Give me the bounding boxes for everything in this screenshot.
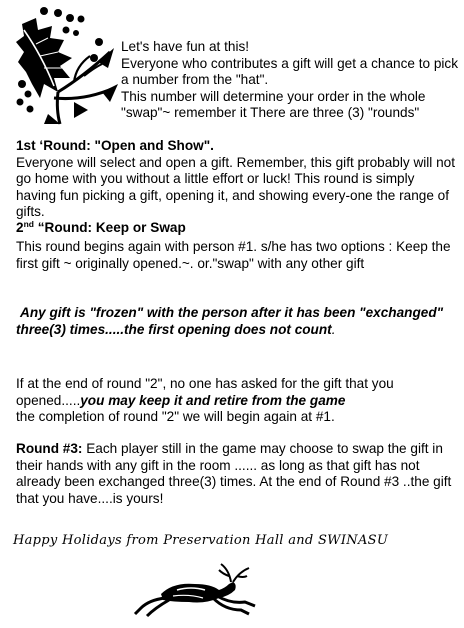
- round-2-body: [16, 239, 456, 272]
- holiday-greeting: Happy Holidays from Preservation Hall and SWINASU: [13, 533, 389, 548]
- round-2-title: [16, 220, 456, 237]
- round-1-title: 1st ‘Round: "Open and Show".: [16, 138, 214, 153]
- keep-rule-emphasis: you may keep it and retire from the game: [80, 392, 346, 408]
- round-3-label: Round #3:: [16, 441, 83, 456]
- round-1-body: Everyone will select and open a gift. Remember, this gift probably will not go home with you without a little effort or luck! This round is simply having fun picking a gift, opening it, and showing every-one the range of gifts.: [16, 154, 455, 220]
- intro-line-3: This number will determine your order in the whole "swap"~ remember it There are three (3) "rounds": [121, 88, 426, 121]
- intro-line-1: Let's have fun at this!: [121, 39, 250, 54]
- round-3-section: [16, 441, 456, 507]
- intro-line-2: Everyone who contributes a gift will get a chance to pick a number from the "hat".: [121, 55, 459, 88]
- round-2-title-text: “Round: Keep or Swap: [33, 220, 186, 235]
- round-2-number: 2: [16, 220, 24, 235]
- keep-rule: [16, 376, 456, 426]
- round-2-ordinal: nd: [23, 219, 34, 229]
- keep-rule-text: If at the end of round "2", no one has asked for the gift that you opened.....: [16, 376, 394, 408]
- round-1-section: [16, 138, 456, 221]
- holly-icon: [14, 6, 118, 126]
- intro-text: [121, 39, 461, 122]
- frozen-rule-text: Any gift is "frozen" with the person after it has been "exchanged" three(3) times.....the first opening does not count: [16, 305, 444, 337]
- leaping-deer-icon: [133, 560, 257, 618]
- frozen-rule: [16, 305, 456, 338]
- round-2-body-text: This round begins again with person #1. s/he has two options : Keep the first gift ~ originally opened.~. or."swap" with any other gift: [16, 239, 451, 271]
- keep-rule-continuation: the completion of round "2" we will begin again at #1.: [16, 409, 335, 425]
- round-3-body: Each player still in the game may choose to swap the gift in their hands with any gift in the room ...... as long as that gift has not already been exchanged three(3) times. At the end of Round #3 ..the gift that you have....is yours!: [16, 441, 452, 506]
- frozen-rule-end: .: [331, 321, 336, 337]
